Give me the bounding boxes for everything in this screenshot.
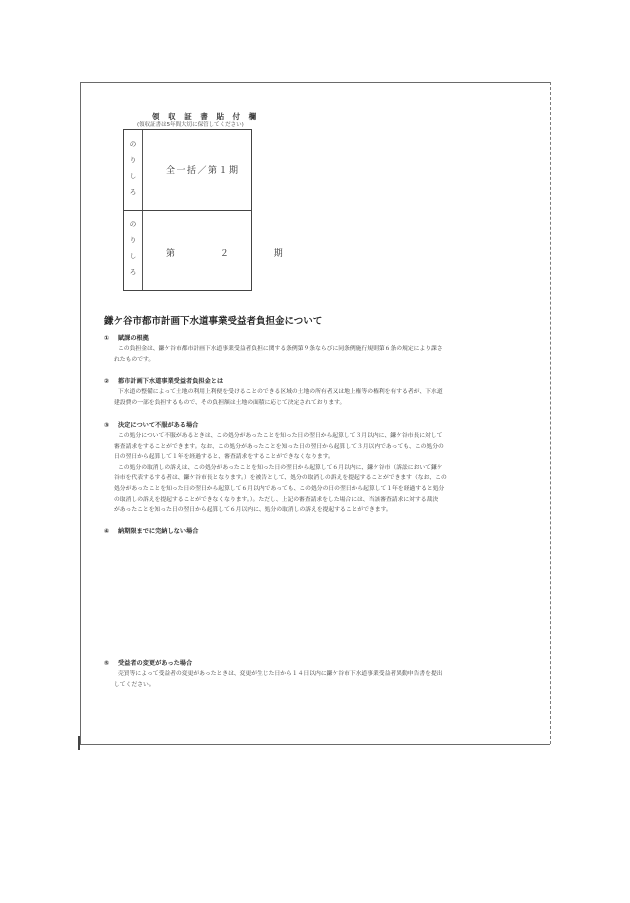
page-frame-top bbox=[80, 82, 550, 83]
section-heading-text: 受益者の変更があった場合 bbox=[118, 660, 193, 667]
page-frame-bottom bbox=[80, 744, 550, 745]
document-title: 鎌ケ谷市都市計画下水道事業受益者負担金について bbox=[104, 316, 323, 327]
paste-margin-label bbox=[127, 136, 139, 200]
section-number: ④ bbox=[104, 528, 110, 535]
page-frame-left bbox=[80, 82, 81, 744]
section-heading-text: 賦課の根拠 bbox=[118, 335, 149, 342]
margin-char: り bbox=[129, 236, 137, 244]
section-heading bbox=[104, 420, 544, 431]
slot2-part: ２ bbox=[219, 249, 229, 259]
receipt-area-note: (領収証書は5年間大切に保管してください) bbox=[137, 122, 244, 128]
receipt-area-title: 領 収 証 書 貼 付 欄 bbox=[152, 112, 260, 121]
section-heading-text: 決定について不服がある場合 bbox=[118, 422, 199, 429]
slot-label-full-first: 全一括／第１期 bbox=[166, 166, 240, 176]
section-number: ③ bbox=[104, 422, 110, 429]
body-line: 谷市を代表するする者は、鎌ケ谷市長となります。）を被告として、処分の取消しの訴えを提起することができます（なお、この bbox=[114, 475, 447, 482]
page-corner-mark bbox=[78, 736, 80, 750]
section-definition bbox=[104, 376, 544, 408]
body-line: この負担金は、鎌ケ谷市都市計画下水道事業受益者負担に関する条例第９条ならびに同条例施行規則第６条の規定により課さ bbox=[118, 346, 443, 352]
section-heading bbox=[104, 526, 544, 537]
section-basis bbox=[104, 333, 544, 365]
section-number: ① bbox=[104, 335, 110, 342]
margin-char: の bbox=[129, 220, 137, 228]
margin-char: の bbox=[129, 140, 137, 148]
margin-char: ろ bbox=[129, 188, 137, 196]
paste-margin-label bbox=[127, 216, 139, 280]
body-line: 下水道の整備によって土地の利用上利便を受けることのできる区域の土地の所有者又は地上権等の権利を有する者が、下水道 bbox=[118, 389, 443, 395]
stamp-slot-divider bbox=[124, 210, 251, 211]
body-line: 日の翌日から起算して１年を経過すると、審査請求をすることができなくなります。 bbox=[114, 454, 334, 461]
section-number: ⑤ bbox=[104, 660, 110, 667]
margin-char: ろ bbox=[129, 268, 137, 276]
body-line: この処分について不服があるときは、この処分があったことを知った日の翌日から起算して３月以内に、鎌ケ谷市長に対して bbox=[118, 433, 443, 439]
margin-char: し bbox=[129, 172, 137, 180]
section-beneficiary-change bbox=[104, 658, 544, 690]
section-nonpayment bbox=[104, 526, 544, 537]
body-line: 建設費の一部を負担するもので、その負担額は土地の面積に応じて決定されております。 bbox=[114, 399, 346, 406]
body-line: の取消しの訴えを提起することができなくなります。）。ただし、上記の審査請求をした場合には、当該審査請求に対する裁決 bbox=[114, 496, 439, 503]
body-line: 売買等によって受益者の変更があったときは、変更が生じた日から１４日以内に鎌ケ谷市下水道事業受益者異動申告書を提出 bbox=[118, 671, 443, 677]
page-frame-right-perforation bbox=[550, 82, 551, 744]
section-heading bbox=[104, 376, 544, 387]
margin-char: し bbox=[129, 252, 137, 260]
section-objection bbox=[104, 420, 544, 516]
slot2-part: 期 bbox=[273, 249, 283, 259]
section-heading bbox=[104, 658, 544, 669]
body-line: 審査請求をすることができます。なお、この処分があったことを知った日の翌日から起算して３月以内であっても、この処分の bbox=[114, 443, 444, 450]
margin-char: り bbox=[129, 156, 137, 164]
slot-label-second bbox=[166, 246, 305, 259]
section-number: ② bbox=[104, 378, 110, 385]
section-heading bbox=[104, 333, 544, 344]
body-line: があったことを知った日の翌日から起算して６月以内に、処分の取消しの訴えを提起することができます。 bbox=[114, 507, 392, 514]
body-line: 処分があったことを知った日の翌日から起算して６月以内であっても、この処分の日の翌日から起算して１年を経過すると処分 bbox=[114, 485, 445, 492]
body-line: れたものです。 bbox=[114, 356, 155, 363]
body-line: してください。 bbox=[114, 681, 155, 688]
section-heading-text: 納期限までに完納しない場合 bbox=[118, 528, 199, 535]
slot2-part: 第 bbox=[166, 249, 176, 259]
section-heading-text: 都市計画下水道事業受益者負担金とは bbox=[118, 378, 224, 385]
receipt-stamp-box bbox=[123, 129, 283, 291]
body-line: この処分の取消しの訴えは、この処分があったことを知った日の翌日から起算して６月以内に、鎌ケ谷市（訴訟において鎌ケ bbox=[118, 464, 443, 471]
